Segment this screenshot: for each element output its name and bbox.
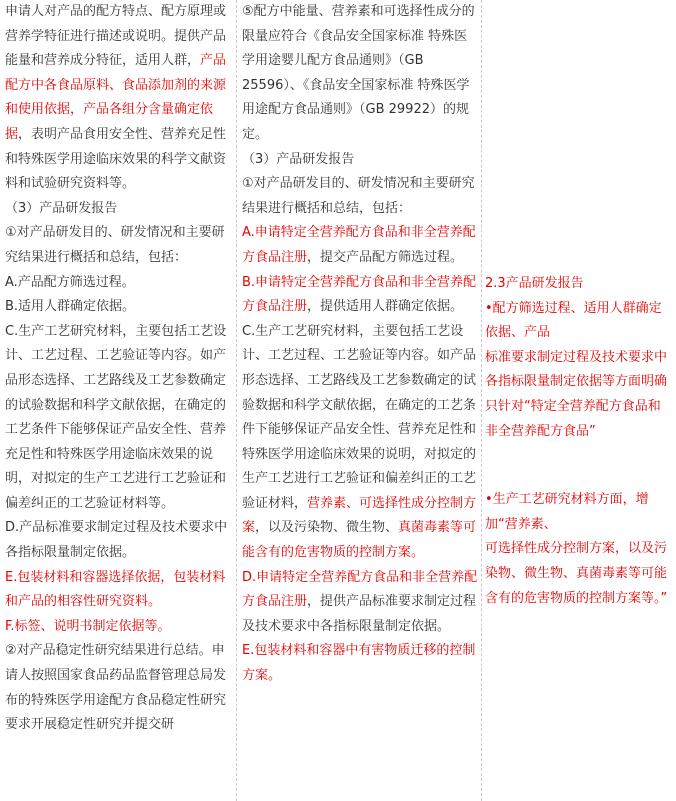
paragraph [5,566,233,615]
paragraph [242,639,478,688]
body-text: ①对产品研发目的、研发情况和主要研究结果进行概括和总结，包括： [5,225,225,265]
paragraph [5,221,233,270]
body-text: A.产品配方筛选过程。 [5,274,135,290]
paragraph [5,615,233,640]
body-text: ⑤配方中能量、营养素和可选择性成分的限量应符合《食品安全国家标准 特殊医学用途婴儿配方食品通则》（GB 25596）、《食品安全国家标准 特殊医学用途配方食品通则》（GB 29922）的规定。 [242,4,475,142]
change-note: 可选择性成分控制方案，以及污染物、微生物、真菌毒素等可能含有的危害物质的控制方案等。” [485,541,668,606]
paragraph [5,516,233,565]
body-text: 申请人对产品的配方特点、配方原理或营养学特征进行描述或说明。提供产品能量和营养成分特征，适用人群， [5,4,227,69]
column-changes [482,0,676,801]
paragraph [242,172,478,221]
paragraph [5,320,233,517]
body-text: D.产品标准要求制定过程及技术要求中各指标限量制定依据。 [5,520,228,561]
body-text: ②对产品稳定性研究结果进行总结。申请人按照国家食品药品监督管理总局发布的特殊医学用途配方食品稳定性研究要求开展稳定性研究并提交研 [5,643,227,733]
paragraph [5,295,233,320]
change-note: •生产工艺研究材料方面，增加“营养素、 [485,492,649,532]
change-heading: 2.3产品研发报告 [485,276,584,291]
highlighted-text: E.包装材料和容器中有害物质迁移的控制方案。 [242,643,476,684]
highlighted-text: 真菌毒素等可能含有的危害物质的控制方案。 [242,520,477,561]
body-text: ，提交产品配方筛选过程。 [307,249,464,265]
column-original [0,0,237,801]
highlighted-text: E.包装材料和容器选择依据，包装材料和产品的相容性研究资料。 [5,569,226,610]
spacer [485,444,673,488]
body-text: ，表明产品食用安全性、营养充足性和特殊医学用途临床效果的科学文献资料和试验研究资料等。 [5,126,227,192]
highlighted-text: 产品配方中各食品原料、食品添加剂的来源和使用依据，产品各组分含量确定依据 [5,53,227,142]
body-text: B.适用人群确定依据。 [5,299,136,315]
paragraph [242,148,478,173]
paragraph [242,221,478,270]
body-text: ①对产品研发目的、研发情况和主要研究结果进行概括和总结，包括： [242,176,475,216]
paragraph [5,271,233,296]
paragraph [5,639,233,737]
paragraph [242,320,478,566]
paragraph [5,0,233,197]
highlighted-text: A.申请特定全营养配方食品和非全营养配方食品注册 [242,225,476,265]
body-text: C.生产工艺研究材料，主要包括工艺设计、工艺过程、工艺验证等内容。如产品形态选择、工艺路线及工艺参数确定的试验数据和科学文献依据，在确定的工艺条件下能够保证产品安全性、营养充足性和特殊医学用途临床效果的说明，对拟定的生产工艺进行工艺验证和偏差纠正的工艺验证材料， [242,323,477,511]
paragraph [242,566,478,640]
body-text: （3）产品研发报告 [5,200,118,216]
body-text: （3）产品研发报告 [242,151,355,167]
spacer [485,0,673,272]
highlighted-text: D.申请特定全营养配方食品和非全营养配方食品注册 [242,569,478,610]
change-note: •配方筛选过程、适用人群确定依据、产品 [485,300,662,341]
column-revised [237,0,482,801]
body-text: ，提供产品标准要求制定过程及技术要求中各指标限量制定依据。 [242,594,477,634]
body-text: ，以及污染物、微生物、 [255,520,399,536]
paragraph [242,271,478,320]
highlighted-text: F.标签、说明书制定依据等。 [5,618,171,634]
change-note: 标准要求制定过程及技术要求中各指标限量制定依据等方面明确只针对“特定全营养配方食品和非全营养配方食品” [485,349,668,439]
body-text: ，提供适用人群确定依据。 [307,299,464,315]
highlighted-text: B.申请特定全营养配方食品和非全营养配方食品注册 [242,274,477,315]
highlighted-text: 营养素、可选择性成分控制方案 [242,495,477,536]
paragraph [5,197,233,222]
body-text: C.生产工艺研究材料，主要包括工艺设计、工艺过程、工艺验证等内容。如产品形态选择、工艺路线及工艺参数确定的试验数据和科学文献依据，在确定的工艺条件下能够保证产品安全性、营养充足性和特殊医学用途临床效果的说明，对拟定的生产工艺进行工艺验证和偏差纠正的工艺验证材料等。 [5,323,227,511]
paragraph [242,0,478,148]
